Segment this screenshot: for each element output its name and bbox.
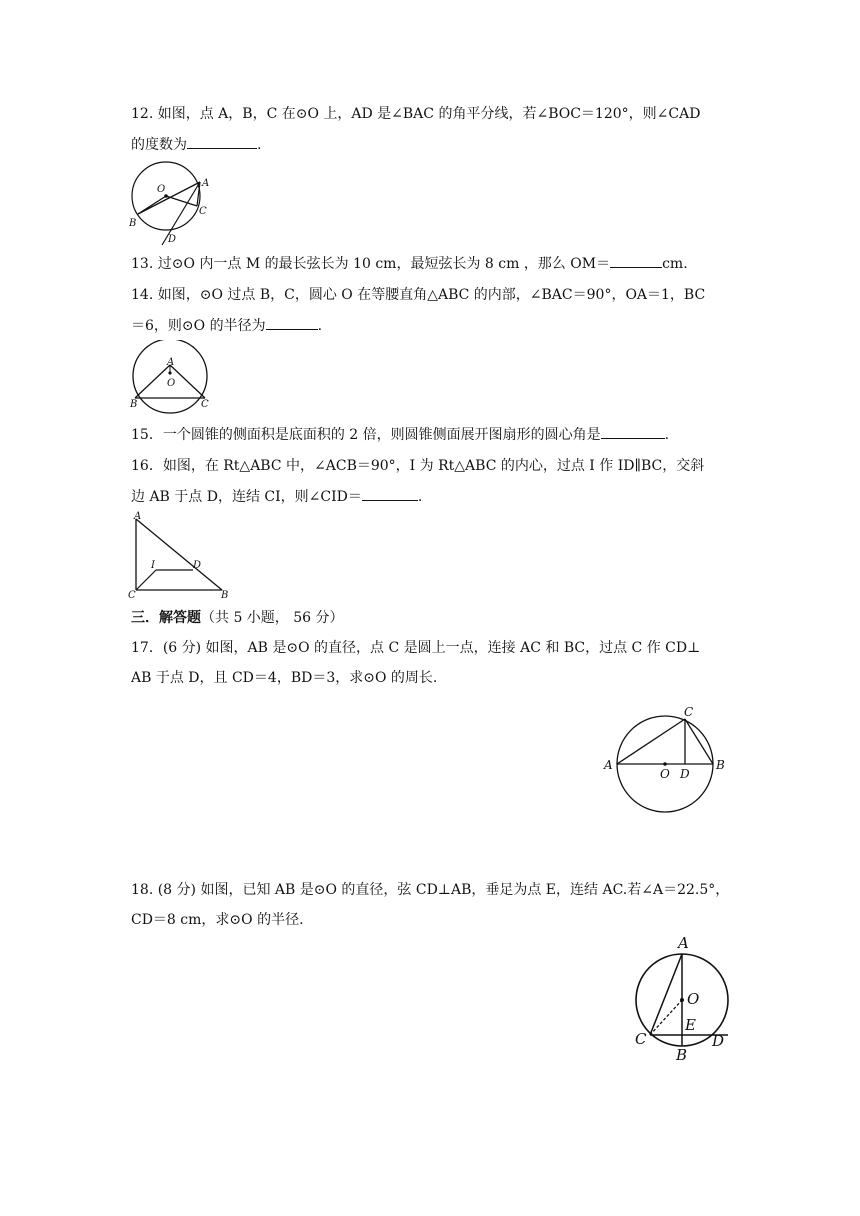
section3-note: （共 5 小题， 56 分） (201, 610, 344, 626)
q18-label-b: B (676, 1046, 688, 1064)
section3-title: 三．解答题 (131, 610, 201, 626)
q17-label-d: D (680, 767, 690, 781)
q13-prefix: 13. 过⊙O 内一点 M 的最长弦长为 10 cm，最短弦长为 8 cm ，那么 OM＝ (131, 256, 611, 272)
q18-label-o: O (687, 990, 700, 1008)
q14-figure (124, 340, 216, 414)
q15-suffix: . (664, 427, 670, 443)
q16-label-i: I (151, 560, 155, 571)
q12-answer-blank (187, 134, 257, 149)
q16-label-c: C (128, 590, 136, 600)
q17-line2: AB 于点 D，且 CD＝4，BD＝3，求⊙O 的周长. (131, 670, 438, 686)
q12-figure (124, 158, 216, 248)
q12-label-c: C (199, 206, 207, 217)
q13-line (131, 253, 688, 274)
q14-line2-suffix: . (317, 318, 323, 334)
q15-answer-blank (601, 424, 665, 439)
q12-line2-prefix: 的度数为 (131, 137, 187, 153)
q12-line2-suffix: . (257, 137, 262, 153)
q13-suffix: cm. (662, 256, 688, 272)
q15-line (131, 424, 669, 445)
q14-line1: 14. 如图，⊙O 过点 B，C，圆心 O 在等腰直角△ABC 的内部，∠BAC＝90°，OA＝1，BC (131, 287, 706, 303)
q16-label-d: D (193, 560, 202, 571)
q17-label-a: A (604, 758, 613, 772)
q18-figure (628, 930, 738, 1064)
q16-line1: 16．如图，在 Rt△ABC 中，∠ACB＝90°，I 为 Rt△ABC 的内心，过点 I 作 ID∥BC，交斜 (131, 458, 705, 474)
q18-line2: CD＝8 cm，求⊙O 的半径. (131, 912, 304, 928)
q18-line1: 18. (8 分) 如图，已知 AB 是⊙O 的直径，弦 CD⊥AB，垂足为点 E，连结 AC.若∠A＝22.5°， (131, 882, 730, 898)
q18-label-e: E (685, 1016, 696, 1034)
q14-label-c: C (201, 399, 209, 410)
q13-answer-blank (610, 253, 662, 268)
q14-answer-blank (266, 315, 318, 330)
q16-line2-prefix: 边 AB 于点 D，连结 CI，则∠CID＝ (131, 489, 362, 505)
q16-figure (126, 510, 236, 600)
q12-line2 (131, 134, 261, 155)
q16-label-b: B (221, 590, 229, 600)
q12-label-o: O (157, 184, 166, 195)
q18-label-d: D (712, 1032, 725, 1050)
q18-label-c: C (635, 1030, 647, 1048)
q17-label-o: O (660, 767, 670, 781)
q14-label-a: A (167, 357, 175, 368)
q12-label-d: D (168, 234, 177, 245)
q14-label-b: B (130, 399, 138, 410)
q14-label-o: O (167, 378, 176, 389)
q14-line2 (131, 315, 322, 336)
q17-figure (598, 700, 738, 816)
q18-label-a: A (678, 934, 689, 952)
q12-label-b: B (129, 218, 137, 229)
q17-label-b: B (716, 758, 725, 772)
q16-line2 (131, 486, 422, 507)
q17-label-c: C (684, 705, 694, 719)
q12-line1: 12. 如图，点 A，B，C 在⊙O 上，AD 是∠BAC 的角平分线，若∠BOC＝120°，则∠CAD (131, 106, 701, 122)
q12-label-a: A (202, 178, 210, 189)
q17-line1: 17．(6 分) 如图，AB 是⊙O 的直径，点 C 是圆上一点，连接 AC 和 BC，过点 C 作 CD⊥ (131, 640, 701, 656)
q16-line2-suffix: . (417, 489, 423, 505)
q15-prefix: 15．一个圆锥的侧面积是底面积的 2 倍，则圆锥侧面展开图扇形的圆心角是 (131, 427, 601, 443)
q16-label-a: A (134, 511, 142, 522)
section3-heading (131, 608, 344, 628)
q14-line2-prefix: ＝6，则⊙O 的半径为 (131, 318, 266, 334)
q16-answer-blank (362, 486, 418, 501)
